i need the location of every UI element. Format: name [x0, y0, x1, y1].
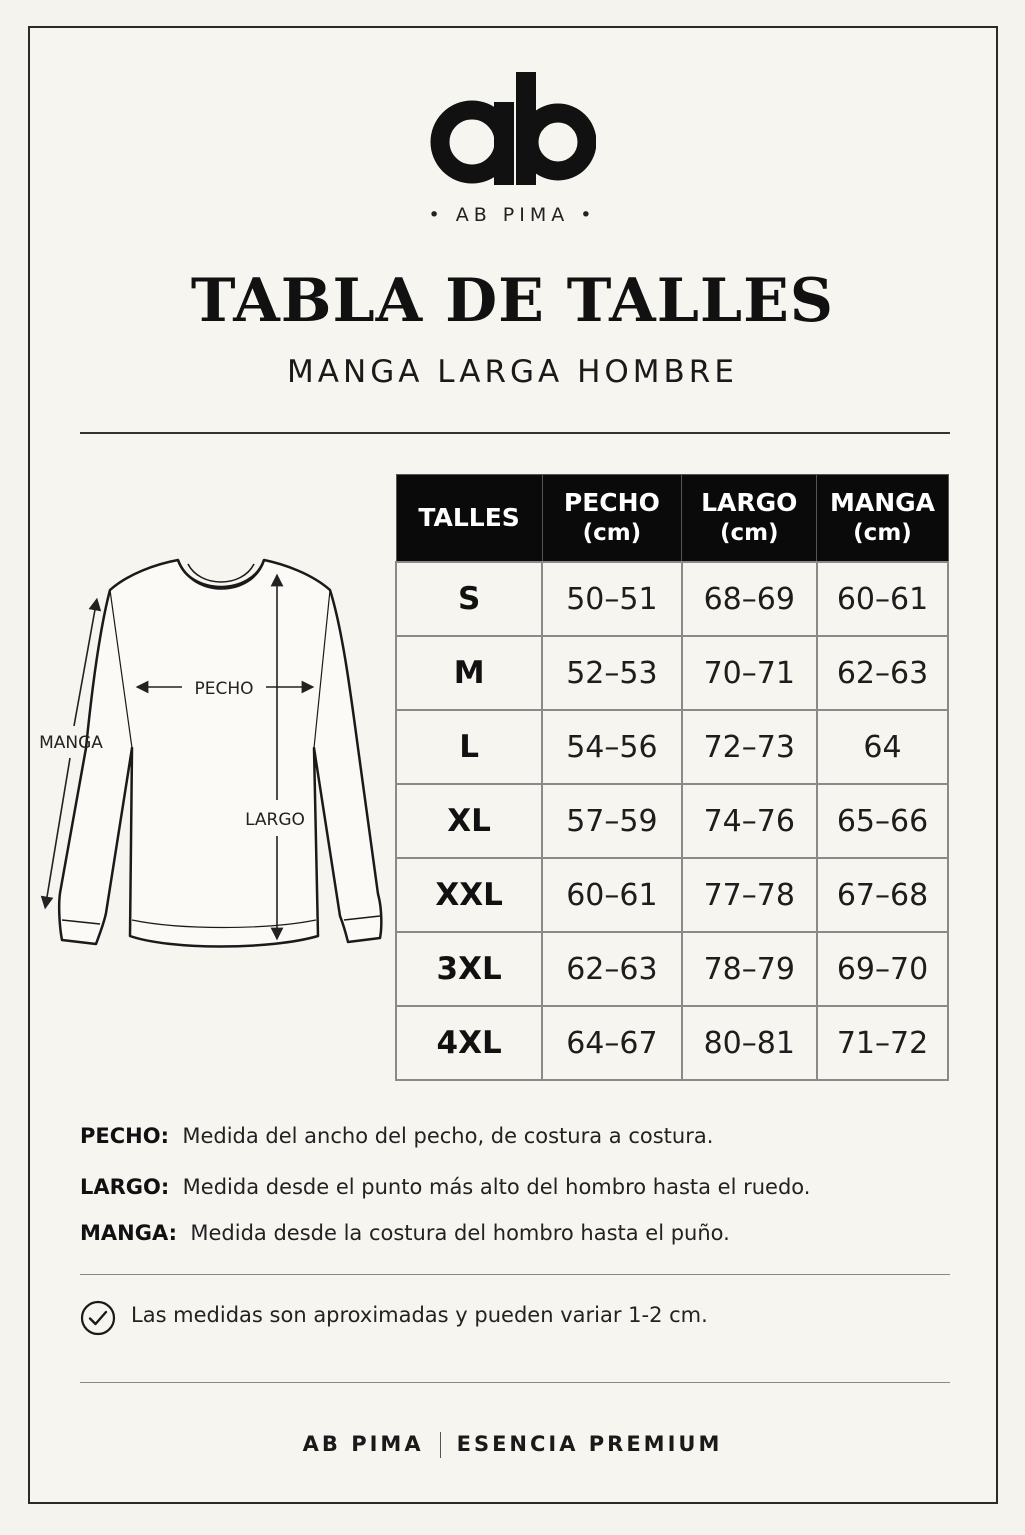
pecho-label: PECHO — [194, 679, 254, 699]
largo-cell: 74–76 — [682, 784, 817, 858]
pecho-cell: 52–53 — [542, 636, 681, 710]
definition-pecho: PECHO: Medida del ancho del pecho, de costura a costura. — [80, 1124, 714, 1148]
table-row — [396, 1006, 948, 1080]
definition-manga: MANGA: Medida desde la costura del hombro hasta el puño. — [80, 1221, 730, 1245]
header-manga: MANGA (cm) — [817, 475, 948, 563]
pecho-cell: 64–67 — [542, 1006, 681, 1080]
table-row — [396, 932, 948, 1006]
table-row — [396, 784, 948, 858]
manga-cell: 67–68 — [817, 858, 948, 932]
table-header-row — [396, 475, 948, 563]
footer-brand: AB PIMA — [302, 1432, 424, 1456]
footer-separator — [440, 1432, 441, 1458]
definition-largo: LARGO: Medida desde el punto más alto del hombro hasta el ruedo. — [80, 1175, 811, 1199]
footer — [0, 1432, 1025, 1458]
brand-logo — [430, 72, 596, 188]
brand-name: • AB PIMA • — [428, 204, 597, 226]
header-pecho: PECHO (cm) — [542, 475, 681, 563]
pecho-cell: 57–59 — [542, 784, 681, 858]
manga-cell: 60–61 — [817, 562, 948, 636]
size-cell: XXL — [396, 858, 542, 932]
manga-cell: 71–72 — [817, 1006, 948, 1080]
shirt-diagram — [30, 548, 390, 958]
check-circle-icon — [80, 1300, 116, 1336]
footer-tagline: ESENCIA PREMIUM — [456, 1432, 723, 1456]
largo-cell: 70–71 — [682, 636, 817, 710]
page-title: TABLA DE TALLES — [190, 266, 835, 336]
shirt-outline — [59, 560, 381, 947]
divider-middle — [80, 1274, 950, 1275]
largo-cell: 78–79 — [682, 932, 817, 1006]
size-cell: S — [396, 562, 542, 636]
pecho-cell: 54–56 — [542, 710, 681, 784]
manga-cell: 62–63 — [817, 636, 948, 710]
divider-bottom — [80, 1382, 950, 1383]
pecho-cell: 62–63 — [542, 932, 681, 1006]
size-cell: L — [396, 710, 542, 784]
manga-cell: 69–70 — [817, 932, 948, 1006]
largo-cell: 72–73 — [682, 710, 817, 784]
size-cell: 3XL — [396, 932, 542, 1006]
page-subtitle: MANGA LARGA HOMBRE — [287, 354, 738, 390]
size-table — [395, 474, 949, 1081]
pecho-cell: 50–51 — [542, 562, 681, 636]
manga-cell: 64 — [817, 710, 948, 784]
manga-cell: 65–66 — [817, 784, 948, 858]
header-talles: TALLES — [396, 475, 542, 563]
largo-label: LARGO — [245, 810, 305, 830]
table-row — [396, 562, 948, 636]
table-row — [396, 858, 948, 932]
largo-cell: 77–78 — [682, 858, 817, 932]
size-cell: XL — [396, 784, 542, 858]
largo-cell: 80–81 — [682, 1006, 817, 1080]
size-cell: M — [396, 636, 542, 710]
note-text: Las medidas son aproximadas y pueden variar 1-2 cm. — [131, 1303, 708, 1327]
largo-cell: 68–69 — [682, 562, 817, 636]
size-cell: 4XL — [396, 1006, 542, 1080]
pecho-cell: 60–61 — [542, 858, 681, 932]
table-row — [396, 710, 948, 784]
header-largo: LARGO (cm) — [682, 475, 817, 563]
table-row — [396, 636, 948, 710]
manga-label: MANGA — [39, 733, 103, 753]
divider-top — [80, 432, 950, 434]
